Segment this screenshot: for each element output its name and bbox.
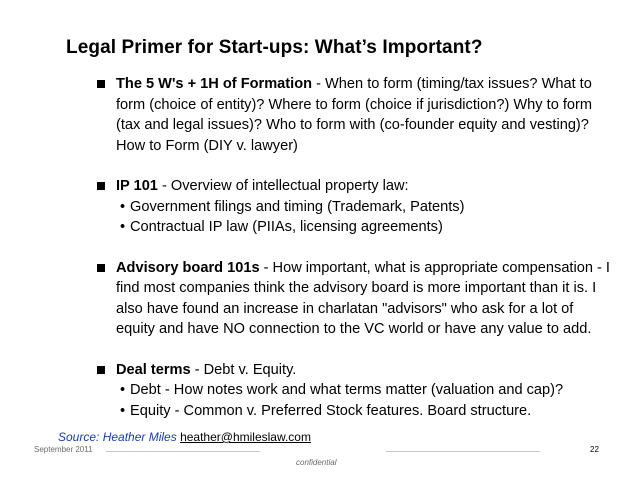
dot-bullet-icon: • [120, 198, 126, 215]
bullet-heading: Advisory board 101s [116, 259, 260, 276]
bullet-text: - Debt v. Equity. [190, 361, 297, 378]
bullet-heading: The 5 W's + 1H of Formation [116, 76, 313, 92]
bullet-advisory-board [94, 258, 614, 340]
sub-bullet [116, 401, 614, 422]
footer-date: September 2011 [34, 445, 93, 454]
source-label: Source: Heather Miles [58, 430, 177, 444]
source-email-link[interactable]: heather@hmileslaw.com [180, 430, 311, 444]
bullet-ip [94, 176, 614, 238]
bullet-list [94, 74, 614, 421]
square-bullet-icon [97, 366, 105, 374]
square-bullet-icon [97, 264, 105, 272]
dot-bullet-icon: • [120, 382, 126, 398]
sub-bullet-text: Debt - How notes work and what terms matter (valuation and cap)? [130, 382, 564, 398]
bullet-text: - When to form (timing/tax issues? What to form (choice of entity)? Where to form (choice if jurisdiction?) Why to form (tax and legal issues)? Who to form with (co-founder equity and vesting)? How to Form (DIY v. lawyer) [116, 76, 593, 154]
sub-bullet [116, 380, 614, 401]
bullet-formation [94, 74, 614, 156]
bullet-heading: IP 101 [116, 178, 158, 194]
sub-bullet [116, 197, 614, 218]
footer-confidential: confidential [296, 458, 337, 467]
sub-bullet [116, 217, 614, 238]
bullet-deal-terms [94, 360, 614, 422]
footer-divider-left [106, 451, 260, 452]
dot-bullet-icon: • [120, 219, 126, 235]
bullet-text: - How important, what is appropriate compensation - I find most companies think the advisory board is more important than it is. I also have found an increase in charlatan "advisors" who ask for a lot of equity and have NO connection to the VC world or have any value to add. [116, 259, 610, 337]
source-credit [58, 430, 311, 444]
square-bullet-icon [97, 80, 105, 88]
sub-bullet-text: Government filings and timing (Trademark, Patents) [130, 198, 465, 215]
slide-title: Legal Primer for Start-ups: What’s Important? [66, 37, 483, 58]
bullet-heading: Deal terms [116, 361, 191, 378]
bullet-text: - Overview of intellectual property law: [157, 178, 409, 194]
footer-divider-right [386, 451, 540, 452]
dot-bullet-icon: • [120, 402, 126, 419]
square-bullet-icon [97, 182, 105, 190]
page-number: 22 [590, 445, 599, 454]
sub-bullet-text: Equity - Common v. Preferred Stock features. Board structure. [130, 402, 532, 419]
sub-bullet-text: Contractual IP law (PIIAs, licensing agreements) [130, 219, 443, 235]
